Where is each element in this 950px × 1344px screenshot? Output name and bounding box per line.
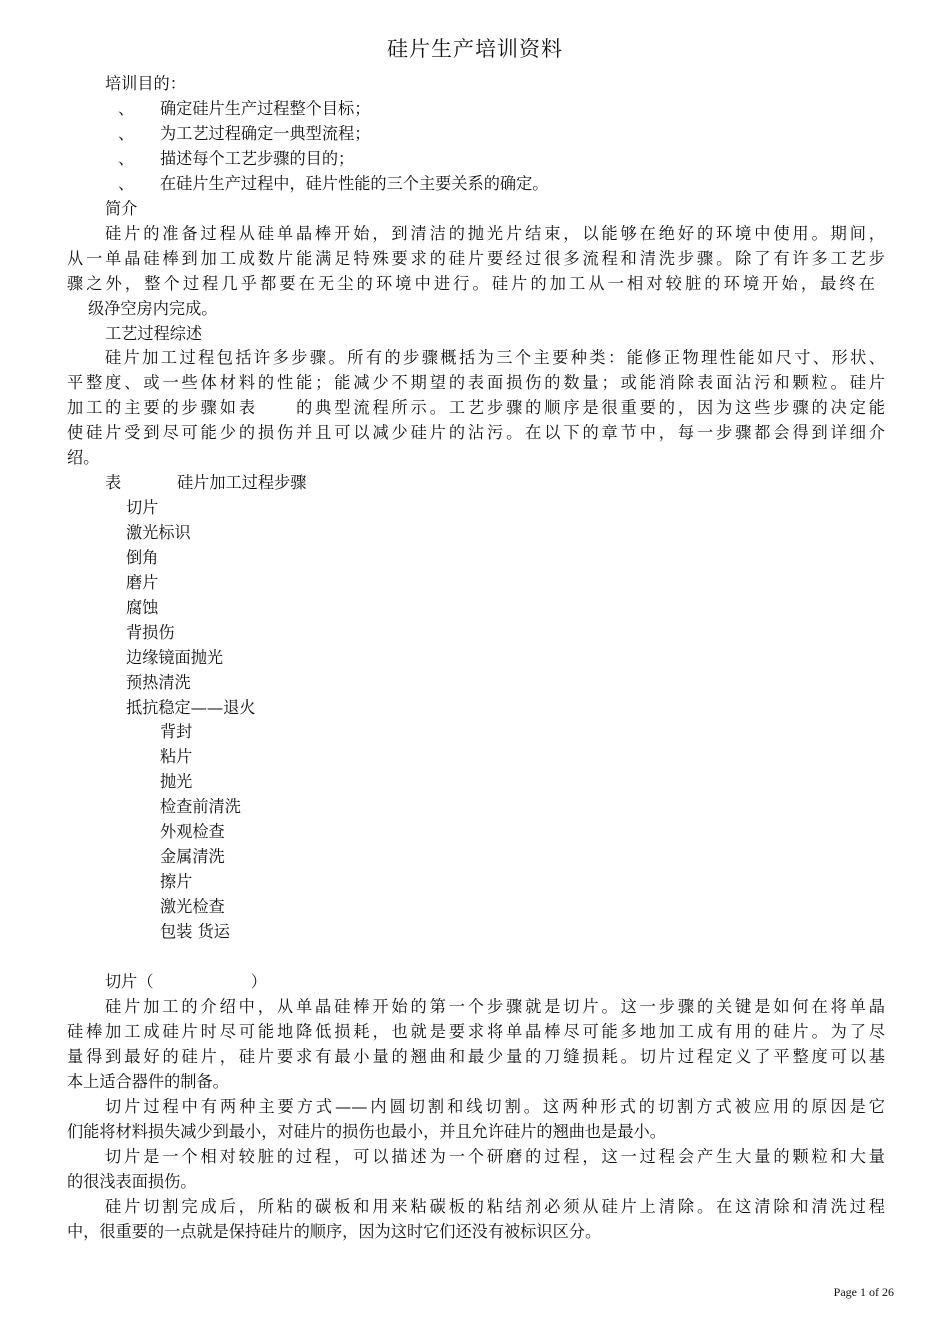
- list-item: 抵抗稳定——退火: [126, 698, 256, 717]
- list-item: 腐蚀: [126, 598, 159, 617]
- paragraph-line: 骤之外，整个过程几乎都要在无尘的环境中进行。硅片的加工从一相对较脏的环境开始，最终在: [67, 274, 875, 293]
- list-item: 背封: [160, 722, 193, 741]
- paragraph-line: 硅片加工的介绍中，从单晶硅棒开始的第一个步骤就是切片。这一步骤的关键是如何在将单晶: [105, 997, 885, 1016]
- paragraph-line: 中，很重要的一点就是保持硅片的顺序，因为这时它们还没有被标识区分。: [67, 1222, 602, 1241]
- list-item: 描述每个工艺步骤的目的；: [160, 149, 355, 168]
- list-item: 激光标识: [126, 523, 191, 542]
- goals-heading: 培训目的：: [105, 74, 186, 93]
- paragraph-line: 使硅片受到尽可能少的损伤并且可以减少硅片的沾污。在以下的章节中，每一步骤都会得到详细介: [67, 423, 885, 442]
- list-item: 粘片: [160, 747, 193, 766]
- list-item: 切片: [126, 498, 159, 517]
- list-item: 边缘镜面抛光: [126, 648, 224, 667]
- paragraph-line: 的很浅表面损伤。: [67, 1172, 197, 1191]
- paragraph-line: 硅片加工过程包括许多步骤。所有的步骤概括为三个主要种类：能修正物理性能如尺寸、形状、: [105, 348, 885, 367]
- list-item: 倒角: [126, 548, 159, 567]
- document-title: 硅片生产培训资料: [387, 37, 563, 61]
- list-item: 背损伤: [126, 623, 175, 642]
- list-item: 为工艺过程确定一典型流程；: [160, 124, 371, 143]
- paragraph-line: 本上适合器件的制备。: [67, 1072, 229, 1091]
- overview-heading: 工艺过程综述: [105, 324, 203, 343]
- list-item: 在硅片生产过程中，硅片性能的三个主要关系的确定。: [160, 174, 549, 193]
- list-item: 擦片: [160, 872, 193, 891]
- page-number: Page 1 of 26: [833, 1285, 894, 1299]
- paragraph-line: 硅片的准备过程从硅单晶棒开始，到清洁的抛光片结束，以能够在绝好的环境中使用。期间，: [105, 224, 885, 243]
- paragraph-line: 硅棒加工成硅片时尽可能地降低损耗，也就是要求将单晶棒尽可能多地加工成有用的硅片。为了尽: [67, 1022, 885, 1041]
- table-label: 表: [105, 473, 122, 492]
- list-item: 激光检查: [160, 897, 225, 916]
- list-item: 预热清洗: [126, 673, 191, 692]
- paragraph-line: 级净空房内完成。: [88, 299, 218, 318]
- slicing-heading: 切片（ ）: [105, 972, 267, 991]
- list-item: 包装 货运: [160, 922, 230, 941]
- intro-heading: 简介: [105, 199, 138, 218]
- list-item: 检查前清洗: [160, 797, 241, 816]
- paragraph-line: 平整度、或一些体材料的性能；能减少不期望的表面损伤的数量；或能消除表面沾污和颗粒。硅片: [67, 373, 885, 392]
- list-item-mark: 、: [118, 174, 135, 193]
- paragraph-line: 加工的主要的步骤如表 的典型流程所示。工艺步骤的顺序是很重要的，因为这些步骤的决定能: [67, 398, 885, 417]
- paragraph-line: 从一单晶硅棒到加工成数片能满足特殊要求的硅片要经过很多流程和清洗步骤。除了有许多工艺步: [67, 249, 885, 268]
- list-item: 确定硅片生产过程整个目标；: [160, 99, 371, 118]
- paragraph-line: 们能将材料损失减少到最小，对硅片的损伤也最小，并且允许硅片的翘曲也是最小。: [67, 1122, 666, 1141]
- paragraph-line: 绍。: [67, 448, 100, 467]
- list-item: 金属清洗: [160, 847, 225, 866]
- paragraph-line: 切片是一个相对较脏的过程，可以描述为一个研磨的过程，这一过程会产生大量的颗粒和大量: [105, 1147, 885, 1166]
- list-item: 外观检查: [160, 822, 225, 841]
- list-item: 磨片: [126, 573, 159, 592]
- table-caption: 硅片加工过程步骤: [177, 473, 307, 492]
- paragraph-line: 切片过程中有两种主要方式——内圆切割和线切割。这两种形式的切割方式被应用的原因是它: [105, 1097, 885, 1116]
- list-item-mark: 、: [118, 124, 135, 143]
- paragraph-line: 硅片切割完成后，所粘的碳板和用来粘碳板的粘结剂必须从硅片上清除。在这清除和清洗过程: [105, 1197, 885, 1216]
- list-item: 抛光: [160, 772, 193, 791]
- list-item-mark: 、: [118, 99, 135, 118]
- paragraph-line: 量得到最好的硅片，硅片要求有最小量的翘曲和最少量的刀缝损耗。切片过程定义了平整度可以基: [67, 1047, 885, 1066]
- list-item-mark: 、: [118, 149, 135, 168]
